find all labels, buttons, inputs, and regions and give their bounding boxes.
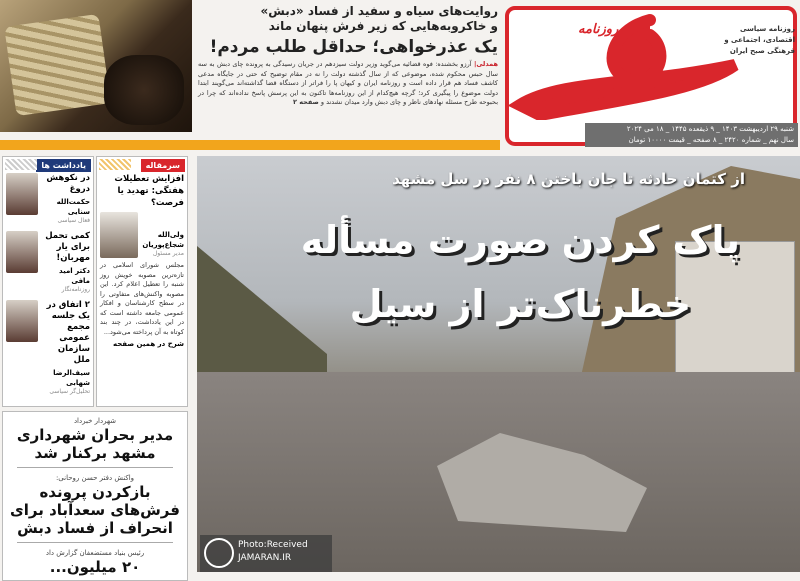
source-label: همدلی| [473, 60, 498, 68]
page-ref[interactable]: صفحه ۲ [292, 98, 319, 106]
editorial-label: سرمقاله [141, 159, 185, 172]
note-author: حکمت‌الله سنایی [56, 198, 90, 216]
watermark-line-1: Photo:Received [238, 540, 308, 550]
note-title: در نکوهش دروغ [46, 173, 90, 194]
notes-label: یادداشت ها [36, 159, 91, 172]
editorial-body: مجلس شورای اسلامی در تازه‌ترین مصوبه خویش روز شنبه را تعطیل اعلام کرد. این مصوبه واکنش‌های متفاوتی را در سطح کارشناسان و افکار عمومی جامعه داشته است که در این یادداشت، در چند بند کوتاه به آن پرداخته می‌شود... [100, 261, 184, 336]
main-headline[interactable] [301, 208, 740, 336]
note-title: کمی تحمل برای یار مهربان! [45, 231, 90, 263]
brief-headline[interactable]: مدیر بحران شهرداری مشهد برکنار شد [16, 426, 174, 462]
issue-line: سال نهم _ شماره ۲۴۲۰ _ ۸ صفحه _ قیمت ۱۰۰۰۰ تومان [628, 136, 794, 144]
note-role: فعال سیاسی [57, 217, 90, 224]
brief-kicker: شهردار خبرداد [73, 417, 117, 425]
main-kicker: از کتمان حادثه تا جان باختن ۸ نفر در سل مشهد [392, 170, 745, 188]
editorial-role: مدیر مسئول [152, 250, 184, 257]
main-headline-line-2: خطرناک‌تر از سیل [349, 282, 692, 326]
divider [17, 542, 173, 543]
note-item[interactable] [6, 173, 90, 225]
editorial-byline [100, 212, 184, 258]
note-item[interactable] [6, 231, 90, 294]
brief-headline[interactable]: ۲۰ میلیون... [49, 558, 141, 576]
author-photo [6, 231, 38, 273]
author-photo [100, 212, 138, 258]
notes-column [2, 156, 94, 407]
note-author: سیف‌الرضا شهابی [53, 369, 90, 387]
top-story-body [198, 60, 498, 108]
photo-watermark [200, 535, 332, 572]
author-photo [6, 300, 38, 342]
jamaran-logo-icon [204, 538, 234, 568]
note-role: تحلیل‌گر سیاسی [49, 388, 90, 395]
left-rail [2, 156, 188, 581]
top-story-kicker: روایت‌های سیاه و سفید از فساد «دبش» [260, 4, 498, 18]
editorial-title[interactable]: افزایش تعطیلات هفتگی: تهدید یا فرصت؟ [114, 174, 184, 208]
tagline: روزنامه سیاسی اقتصادی، اجتماعی و فرهنگی صبح ایران [724, 25, 795, 55]
author-photo [6, 173, 38, 215]
logo [500, 10, 740, 120]
top-story-headline[interactable]: یک عذرخواهی؛ حداقل طلب مردم! [209, 37, 498, 57]
editorial-author: ولی‌الله شجاع‌پوریان [142, 231, 184, 249]
brief-headline[interactable]: بازکردن پرونده فرش‌های سعدآباد برای انحراف از فساد دبش [10, 483, 180, 537]
date-line: شنبه ۲۹ اردیبهشت ۱۴۰۳ _ ۹ ذیقعده ۱۴۴۵ _ ۱۸ می ۲۰۲۴ [626, 125, 794, 133]
accent-bar [0, 140, 500, 150]
opinion-columns [2, 156, 188, 407]
date-bar [585, 123, 798, 147]
main-headline-line-1: پاک کردن صورت مسأله [300, 218, 740, 262]
brief-kicker: واکنش دفتر حسن روحانی: [55, 474, 135, 482]
news-briefs [2, 411, 188, 581]
note-role: روزنامه‌نگار [61, 286, 90, 293]
logo-subtitle: روزنامه [578, 22, 619, 37]
top-story-photo [0, 0, 192, 132]
note-item[interactable] [6, 300, 90, 396]
brief-kicker: رئیس بنیاد مستضعفان گزارش داد [45, 549, 145, 557]
editorial-more[interactable]: شرح در همین صفحه [112, 340, 184, 348]
editorial-column [96, 156, 188, 407]
top-story [198, 4, 498, 108]
divider [17, 467, 173, 468]
body-text: آرزو بخشنده: فوه قضائیه می‌گوید وزیر دولت سیزدهم در جریان رسیدگی به پرونده چای دبش به سه سال حبس محکوم شده، موضوعی که از سال گذشته دولت را نه در مقام توضیح که حتی در جایگاه مدعی کاشف فساد هم قرار داده است و روزنامه ایران و کیهان پا را فراتر از دستگاه قضا گذاشته‌اند می‌گویند ابتدا دولت موضوع را پیگیری کرد؛ گرچه هیچ‌کدام از این روزنامه‌ها تاکنون به این پرسش پاسخ نداده‌اند که چرا در بحبوحه طرح مسئله نهادهای ناظر و چای دبش وارد میدان نشدند و [198, 60, 498, 106]
top-story-kicker-2: و خاکروبه‌هایی که زیر فرش پنهان ماند [268, 19, 498, 33]
note-title: ۲ اتفاق در یک جلسه مجمع عمومی سازمان ملل [46, 300, 90, 365]
watermark-line-2: JAMARAN.IR [238, 553, 292, 563]
note-author: دکتر امید مافی [59, 267, 90, 285]
